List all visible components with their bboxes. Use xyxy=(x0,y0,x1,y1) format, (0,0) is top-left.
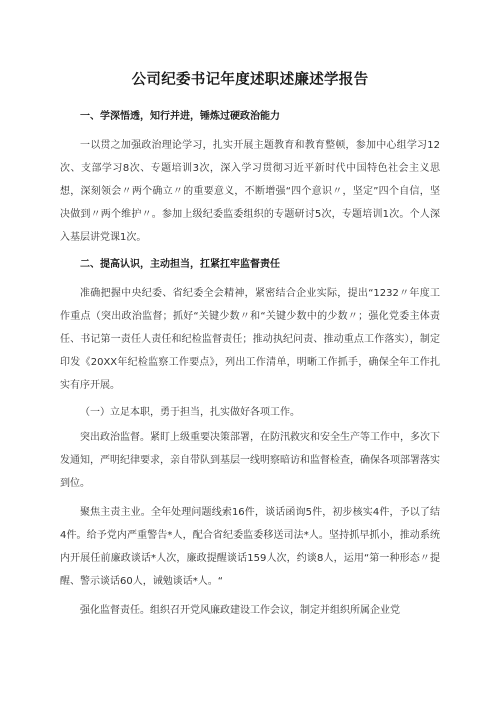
section-heading-1: 一、学深悟透，知行并进，锤炼过硬政治能力 xyxy=(80,111,280,122)
paragraph: 一以贯之加强政治理论学习，扎实开展主题教育和教育整顿，参加中心组学习12次、支部学习8次、专题培训3次，深入学习贯彻习近平新时代中国特色社会主义思想，深刻领会〃两个确立〃的重要意义，不断增强“四个意识〃，坚定”四个自信，坚决做到〃两个维护〃。参加上级纪委监委组织的专题研讨5次，专题培训1次。个人深入基层讲党课1次。 xyxy=(60,140,440,243)
document-title: 公司纪委书记年度述职述廉述学报告 xyxy=(131,72,369,88)
section-heading-2: 二、提高认识，主动担当，扛紧扛牢监督责任 xyxy=(80,259,280,270)
subheading: （一）立足本职，勇于担当，扎实做好各项工作。 xyxy=(80,407,300,418)
paragraph: 准确把握中央纪委、省纪委全会精神，紧密结合企业实际，提出“1232〃年度工作重点（突出政治监督；抓好“关键少数〃和“关键少数中的少数〃；强化党委主体责任、书记第一责任人责任和纪检监督责任；推动执纪问责、推动重点工作落实），制定印发《20XX年纪检监察工作要点》，列出工作清单，明晰工作抓手，确保全年工作扎实有序开展。 xyxy=(60,288,440,391)
paragraph: 聚焦主责主业。全年处理问题线索16件，谈话函询5件，初步核实4件，予以了结4件。给予党内严重警告*人，配合省纪委监委移送司法*人。坚持抓早抓小，推动系统内开展任前廉政谈话*人次，廉政提醒谈话159人次，约谈8人，运用“第一种形态〃提醒、警示谈话60人，诫勉谈话*人。“ xyxy=(60,507,440,587)
paragraph: 突出政治监督。紧盯上级重要决策部署，在防汛救灾和安全生产等工作中，多次下发通知，严明纪律要求，亲自带队到基层一线明察暗访和监督检查，确保各项部署落实到位。 xyxy=(60,432,440,489)
paragraph: 强化监督责任。组织召开党风廉政建设工作会议，制定并组织所属企业党 xyxy=(80,605,400,616)
